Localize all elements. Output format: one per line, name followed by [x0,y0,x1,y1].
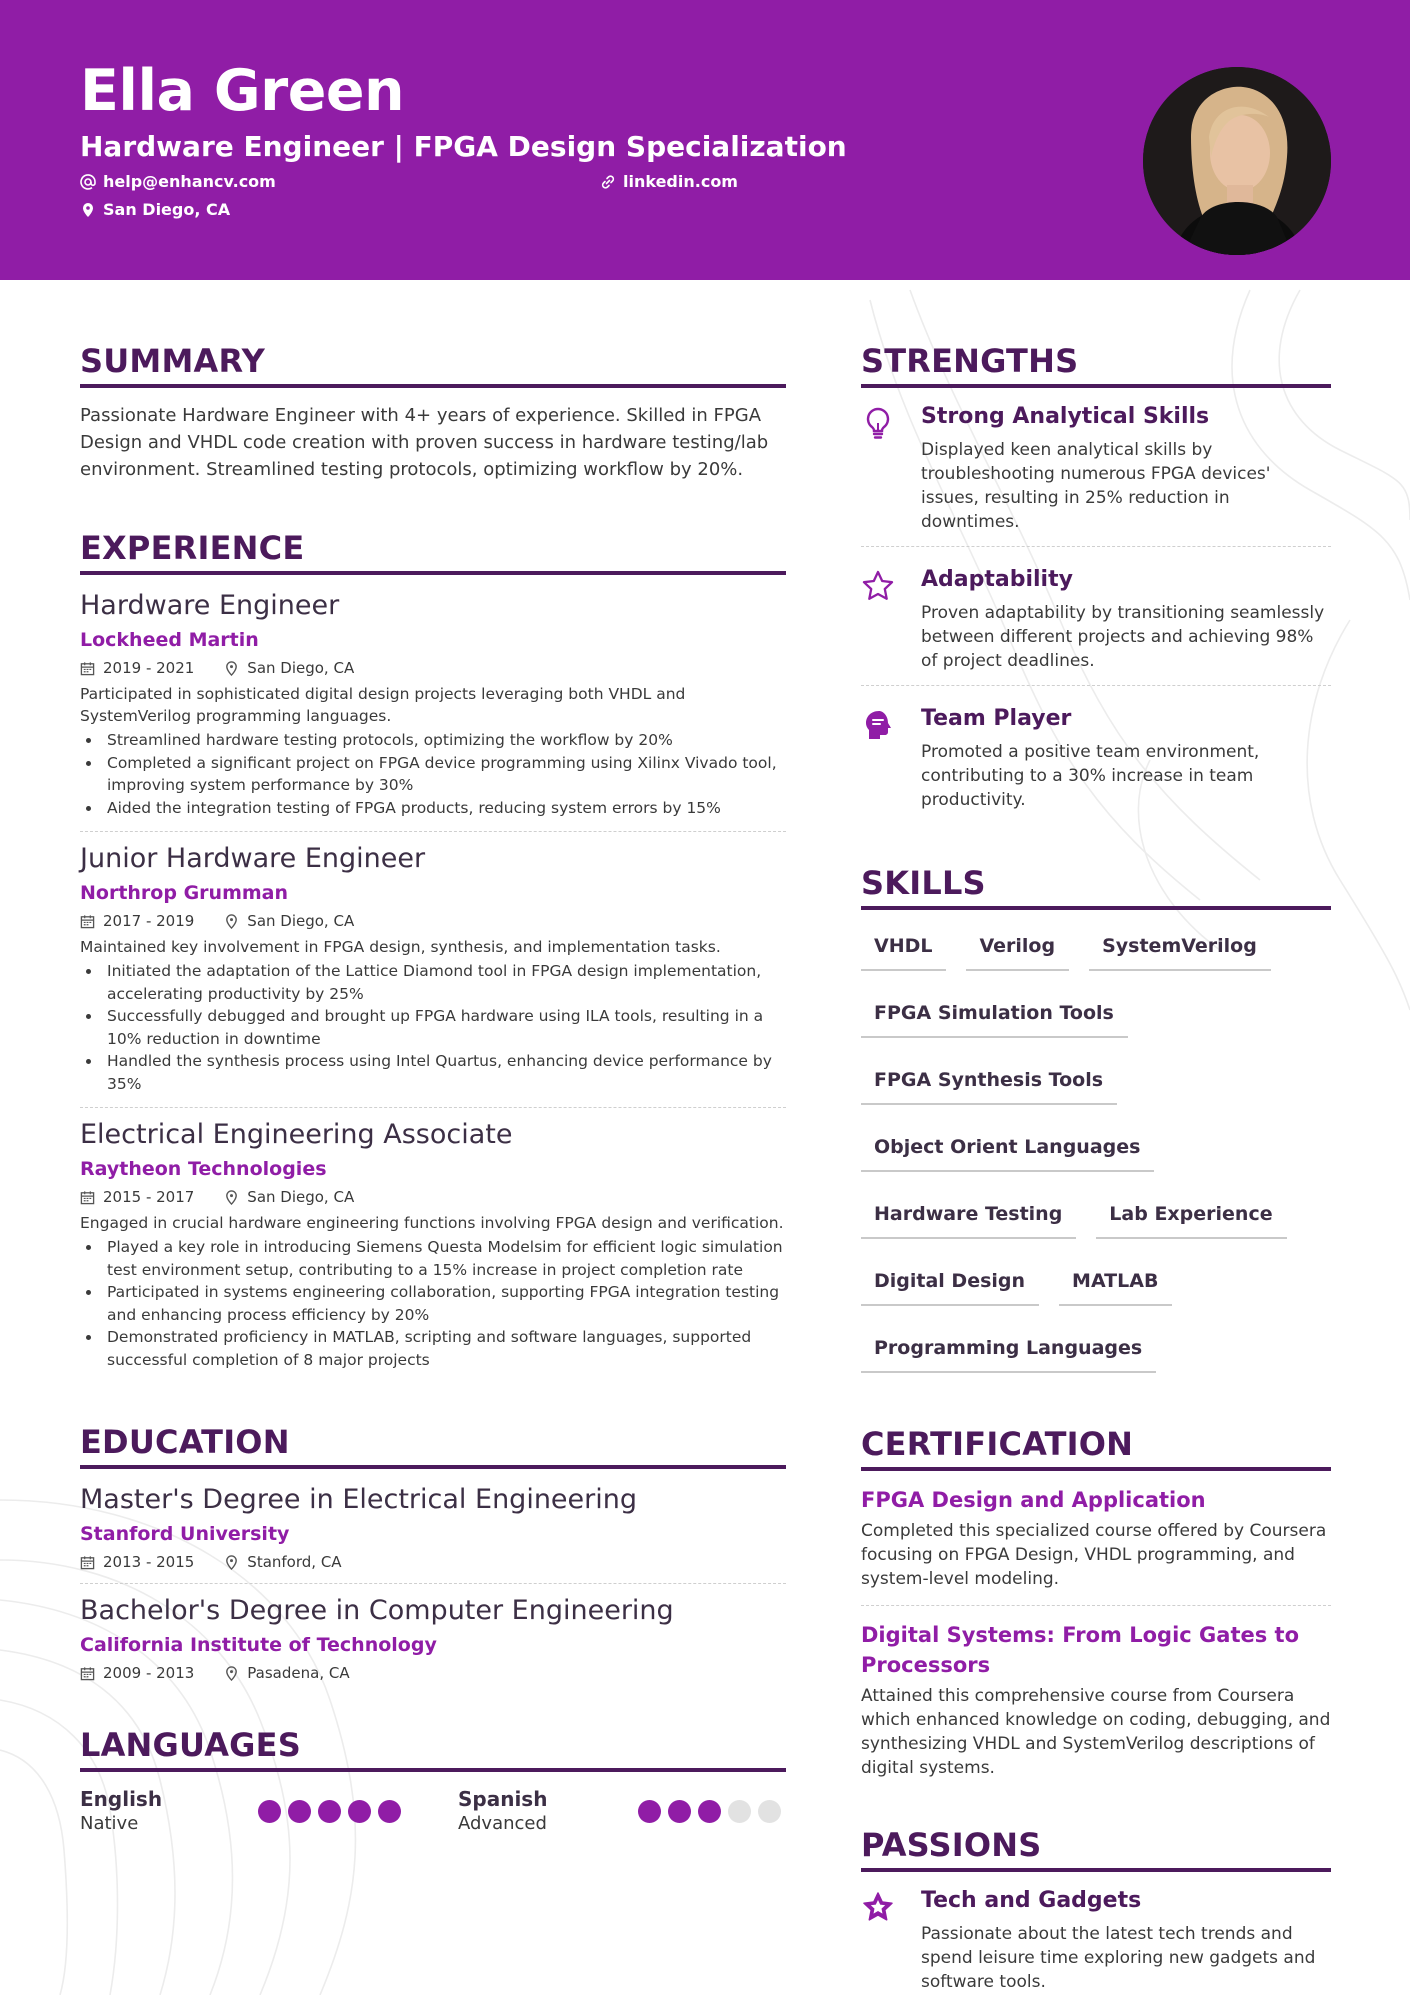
location-pin-icon [224,1190,239,1205]
job-location: San Diego, CA [247,1188,355,1206]
bullet-item: Completed a significant project on FPGA device programming using Xilinx Vivado tool, improving system performance by 30% [80,752,786,797]
certification-text: Attained this comprehensive course from Coursera which enhanced knowledge on coding, debugging, and synthesizing VHDL and SystemVerilog descriptions of digital systems. [861,1686,1331,1778]
job-dates: 2017 - 2019 [103,912,195,930]
rating-dot-empty [758,1800,781,1823]
strength-title: Adaptability [921,567,1073,592]
job-meta [80,912,786,930]
skill-tag: Object Orient Languages [861,1125,1154,1172]
link-icon [600,174,616,190]
divider [80,1583,786,1584]
education-meta [80,1553,786,1571]
candidate-title: Hardware Engineer | FPGA Design Specialization [80,130,847,163]
job-bullets [80,729,786,819]
certification-text: Completed this specialized course offered by Coursera focusing on FPGA Design, VHDL programming, and system-level modeling. [861,1521,1327,1589]
right-column [861,340,1331,1994]
location-pin-icon [224,1555,239,1570]
job-meta [80,1188,786,1206]
rating-dot-filled [638,1800,661,1823]
company-name: Northrop Grumman [80,882,289,904]
skill-tag: FPGA Simulation Tools [861,991,1128,1038]
language-item [458,1786,547,1836]
passion-title: Tech and Gadgets [921,1888,1142,1913]
divider [861,685,1331,686]
strengths-heading: STRENGTHS [861,340,1331,388]
language-level: Native [80,1813,139,1834]
calendar-icon [80,661,95,676]
language-rating [258,1800,401,1823]
skill-tag: Hardware Testing [861,1192,1076,1239]
experience-item [80,842,786,1095]
divider [80,1107,786,1108]
strength-item [861,402,1331,534]
job-bullets [80,1236,786,1371]
language-item [80,1786,162,1836]
skill-tag: Verilog [966,924,1069,971]
bullet-item: Successfully debugged and brought up FPGA hardware using ILA tools, resulting in a 10% reduction in downtime [80,1005,786,1050]
location-pin-icon [224,914,239,929]
summary-heading: SUMMARY [80,340,786,388]
company-name: Lockheed Martin [80,629,259,651]
passion-item [861,1886,1331,1994]
language-rating [638,1800,781,1823]
school-name: California Institute of Technology [80,1634,437,1656]
location-pin-icon [80,202,96,218]
skill-tag: Digital Design [861,1259,1039,1306]
strength-item [861,565,1331,673]
job-description: Engaged in crucial hardware engineering functions involving FPGA design and verification. [80,1214,784,1232]
language-name: English [80,1787,163,1811]
profile-photo [1143,67,1331,255]
bullet-item: Streamlined hardware testing protocols, optimizing the workflow by 20% [80,729,786,752]
star-filled-icon [861,1890,895,1924]
lightbulb-icon [861,406,895,440]
strength-item [861,704,1331,812]
job-description: Maintained key involvement in FPGA design, synthesis, and implementation tasks. [80,938,721,956]
language-level: Advanced [458,1813,547,1834]
rating-dot-filled [348,1800,371,1823]
location-text: San Diego, CA [103,200,231,219]
rating-dot-filled [698,1800,721,1823]
head-chat-icon [861,708,895,742]
star-outline-icon [861,569,895,603]
strength-title: Team Player [921,706,1072,731]
certification-item [861,1485,1331,1591]
education-location: Stanford, CA [247,1553,342,1571]
languages-heading: LANGUAGES [80,1724,786,1772]
calendar-icon [80,1190,95,1205]
education-location: Pasadena, CA [247,1664,350,1682]
strength-text: Displayed keen analytical skills by troubleshooting numerous FPGA devices' issues, resulting in 25% reduction in downtimes. [921,440,1271,532]
school-name: Stanford University [80,1523,290,1545]
skill-tag: FPGA Synthesis Tools [861,1058,1117,1105]
skill-tag: Programming Languages [861,1326,1156,1373]
degree-title: Master's Degree in Electrical Engineering [80,1484,638,1515]
rating-dot-empty [728,1800,751,1823]
location-pin-icon [224,661,239,676]
bullet-item: Handled the synthesis process using Intel Quartus, enhancing device performance by 35% [80,1050,786,1095]
linkedin-contact[interactable] [600,172,738,191]
bullet-item: Initiated the adaptation of the Lattice Diamond tool in FPGA design implementation, accelerating productivity by 25% [80,960,786,1005]
strength-text: Promoted a positive team environment, contributing to a 30% increase in team productivity. [921,742,1260,810]
rating-dot-filled [668,1800,691,1823]
bullet-item: Participated in systems engineering collaboration, supporting FPGA integration testing and enhancing process efficiency by 20% [80,1281,786,1326]
job-title: Hardware Engineer [80,590,340,621]
job-title: Junior Hardware Engineer [80,843,426,874]
summary-text: Passionate Hardware Engineer with 4+ years of experience. Skilled in FPGA Design and VHDL code creation with proven success in hardware testing/lab environment. Streamlined testing protocols, optimizing workflow by 20%. [80,405,769,480]
certification-title: FPGA Design and Application [861,1488,1206,1512]
calendar-icon [80,1555,95,1570]
calendar-icon [80,1666,95,1681]
passion-text: Passionate about the latest tech trends and spend leisure time exploring new gadgets and software tools. [921,1924,1316,1992]
divider [861,546,1331,547]
education-meta [80,1664,786,1682]
location-contact [80,200,230,219]
education-dates: 2013 - 2015 [103,1553,195,1571]
education-item [80,1594,786,1682]
skills-list [861,924,1331,1373]
skills-heading: SKILLS [861,862,1331,910]
email-text: help@enhancv.com [103,172,276,191]
rating-dot-filled [318,1800,341,1823]
job-location: San Diego, CA [247,659,355,677]
language-name: Spanish [458,1787,548,1811]
calendar-icon [80,914,95,929]
email-contact[interactable] [80,172,276,191]
at-icon [80,174,96,190]
linkedin-text: linkedin.com [623,172,738,191]
skill-tag: VHDL [861,924,946,971]
experience-item [80,589,786,819]
job-dates: 2015 - 2017 [103,1188,195,1206]
skill-tag: Lab Experience [1096,1192,1286,1239]
company-name: Raytheon Technologies [80,1158,327,1180]
job-bullets [80,960,786,1095]
location-pin-icon [224,1666,239,1681]
bullet-item: Played a key role in introducing Siemens Questa Modelsim for efficient logic simulation test environment setup, contributing to a 15% increase in project completion rate [80,1236,786,1281]
degree-title: Bachelor's Degree in Computer Engineering [80,1595,674,1626]
experience-heading: EXPERIENCE [80,527,786,575]
header-banner [0,0,1410,280]
job-meta [80,659,786,677]
divider [80,831,786,832]
strength-title: Strong Analytical Skills [921,404,1210,429]
candidate-name: Ella Green [80,58,405,124]
rating-dot-filled [378,1800,401,1823]
job-dates: 2019 - 2021 [103,659,195,677]
education-dates: 2009 - 2013 [103,1664,195,1682]
strength-text: Proven adaptability by transitioning seamlessly between different projects and achieving 98% of project deadlines. [921,603,1325,671]
education-item [80,1483,786,1571]
skill-tag: SystemVerilog [1089,924,1271,971]
education-heading: EDUCATION [80,1421,786,1469]
certification-heading: CERTIFICATION [861,1423,1331,1471]
rating-dot-filled [258,1800,281,1823]
certification-item [861,1620,1331,1780]
bullet-item: Demonstrated proficiency in MATLAB, scripting and software languages, supported successful completion of 8 major projects [80,1326,786,1371]
passions-heading: PASSIONS [861,1824,1331,1872]
certification-title: Digital Systems: From Logic Gates to Processors [861,1623,1300,1677]
left-column [80,340,786,1846]
divider [861,1605,1331,1606]
bullet-item: Aided the integration testing of FPGA products, reducing system errors by 15% [80,797,786,820]
skill-tag: MATLAB [1059,1259,1172,1306]
rating-dot-filled [288,1800,311,1823]
job-title: Electrical Engineering Associate [80,1119,513,1150]
experience-item [80,1118,786,1371]
job-description: Participated in sophisticated digital design projects leveraging both VHDL and SystemVerilog programming languages. [80,685,686,725]
languages-list [80,1786,786,1846]
job-location: San Diego, CA [247,912,355,930]
